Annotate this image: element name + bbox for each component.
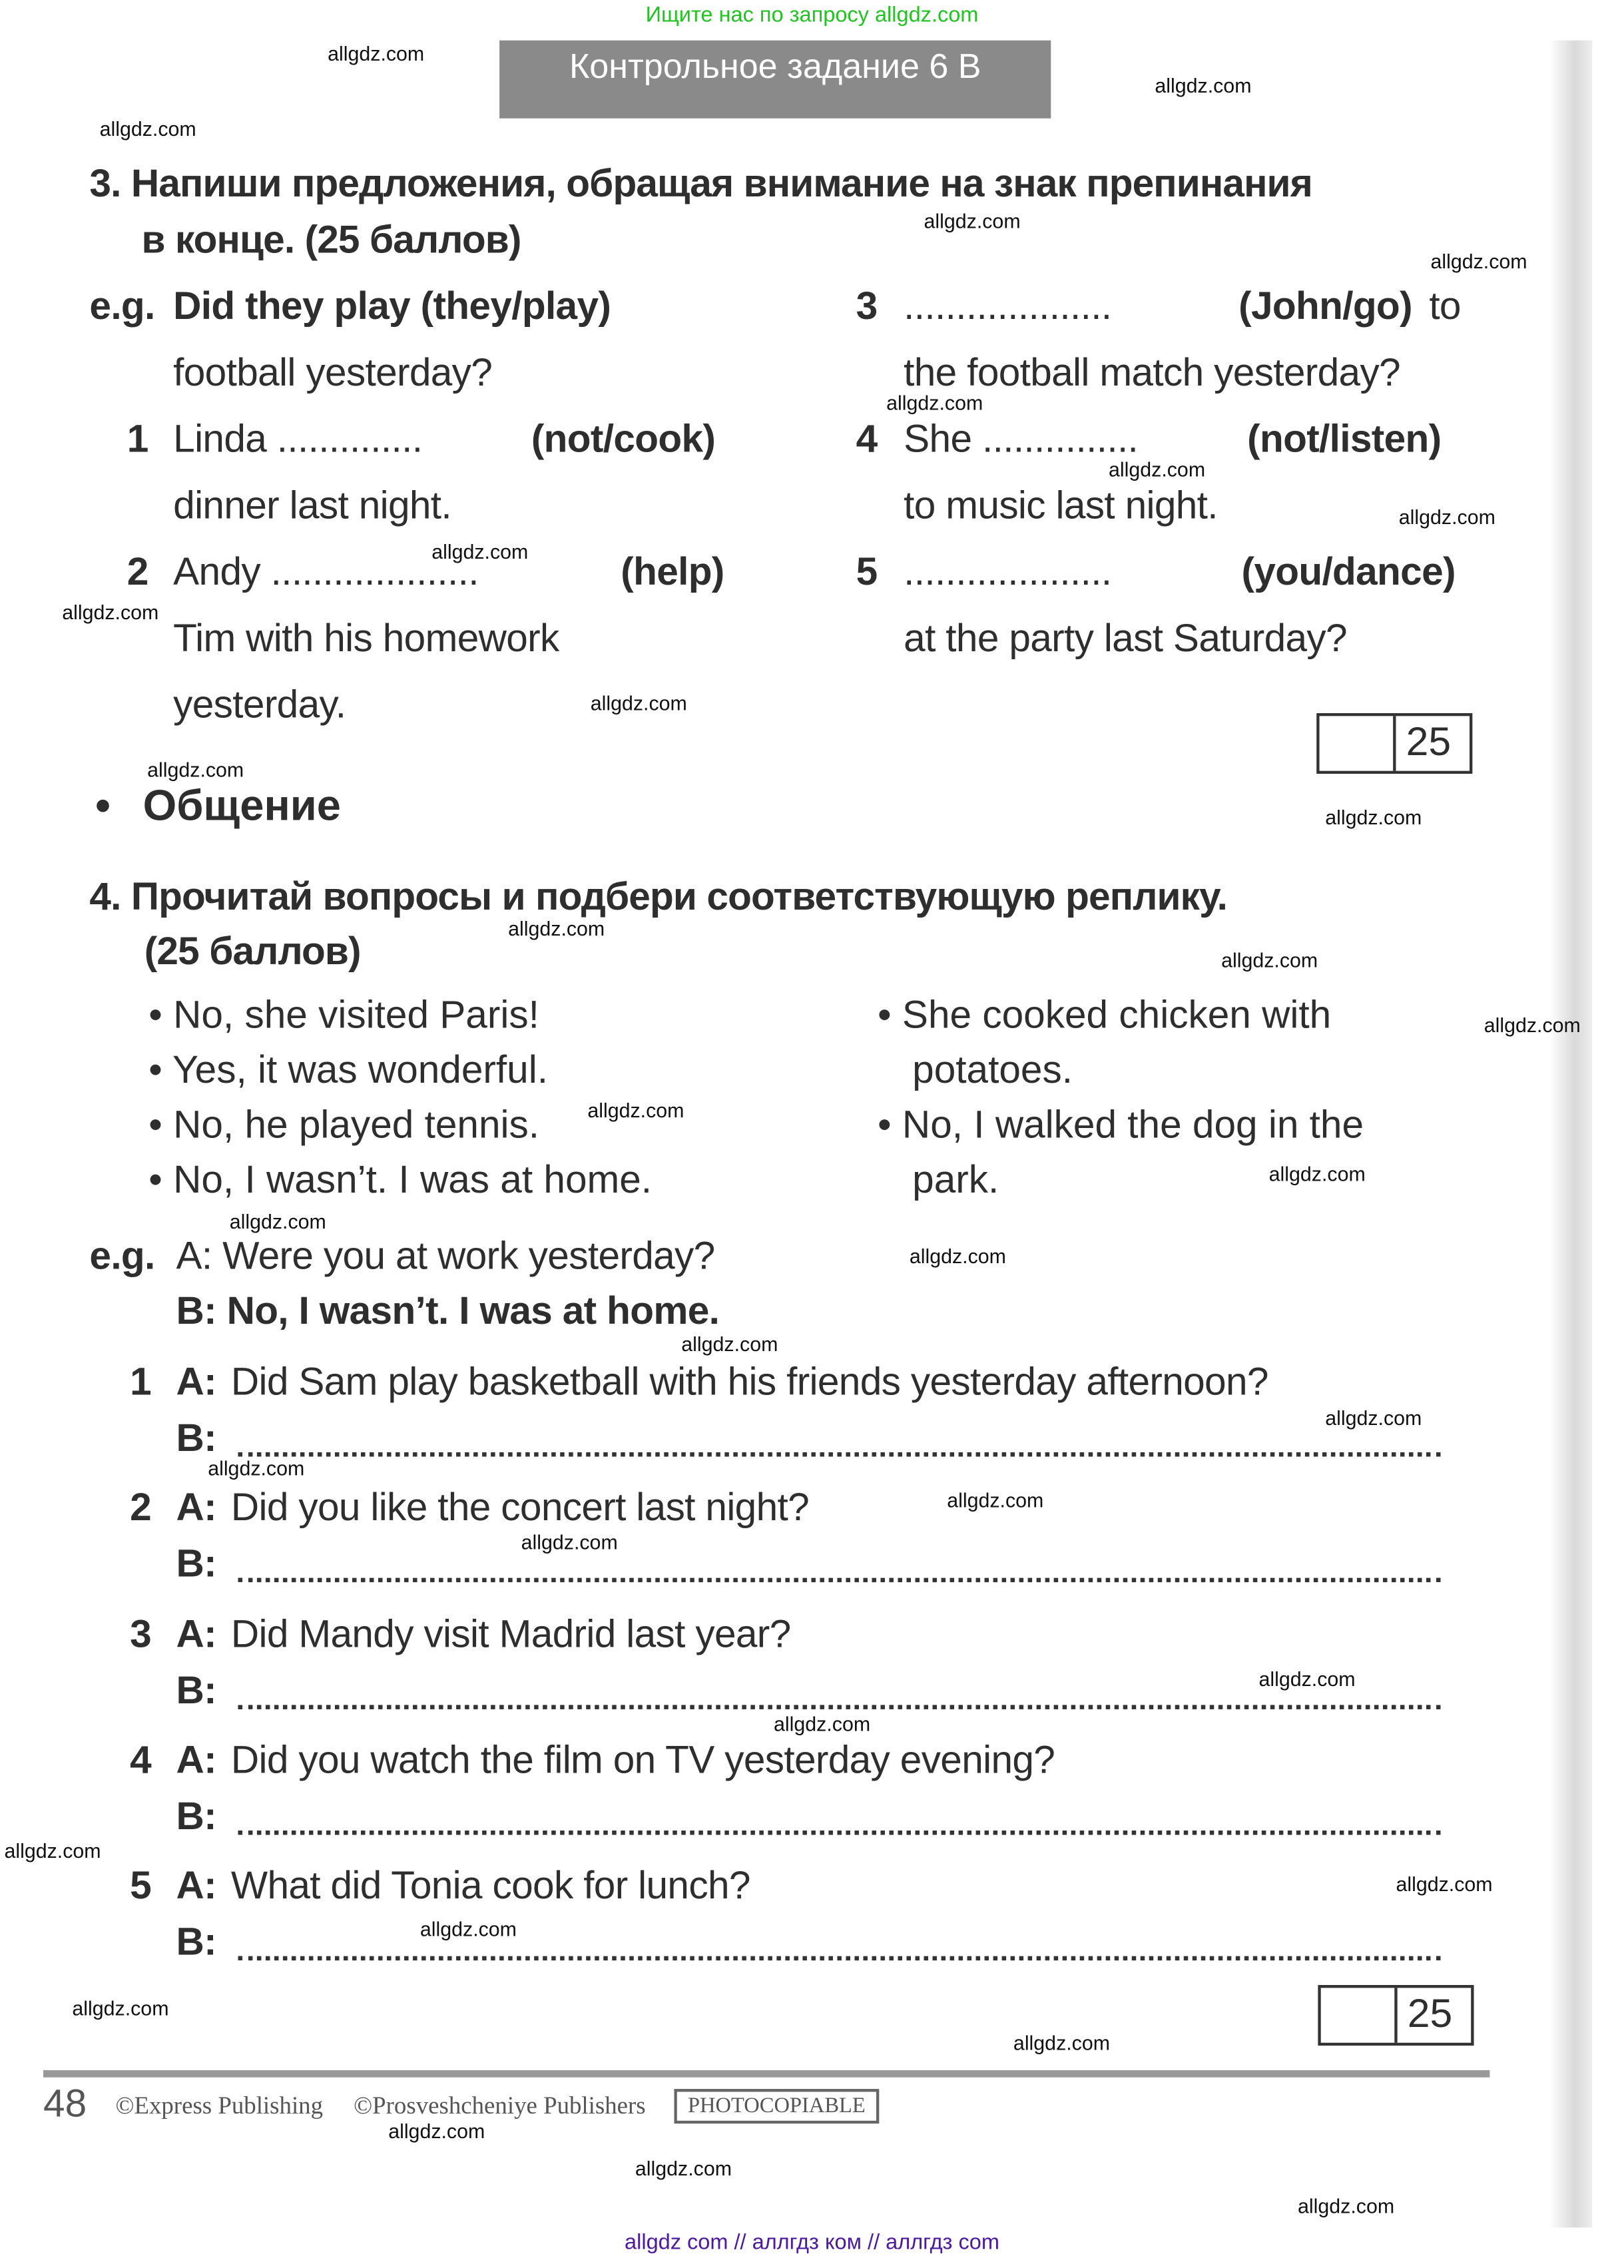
item-number: 1: [127, 417, 148, 461]
score-box-task4[interactable]: [1318, 1985, 1474, 2046]
task3-title: 3. Напиши предложения, обращая внимание на знак препинания: [89, 161, 1312, 205]
score-max: 25: [1406, 718, 1452, 764]
task3-example-label: e.g.: [89, 284, 155, 328]
option-bullet: • She cooked chicken with: [878, 993, 1332, 1037]
answer-input-line[interactable]: [238, 1578, 1441, 1583]
question-number: 1: [130, 1360, 152, 1404]
task4-title-cont: (25 баллов): [144, 930, 361, 974]
photocopiable-badge: PHOTOCOPIABLE: [674, 2089, 879, 2124]
watermark: allgdz.com: [1013, 2031, 1111, 2055]
header-title: Контрольное задание 6 B: [499, 41, 1051, 119]
question-text: What did Tonia cook for lunch?: [230, 1863, 750, 1907]
watermark: allgdz.com: [1221, 948, 1318, 972]
section-title: Общение: [142, 782, 341, 830]
item-text: She ...............: [904, 417, 1139, 461]
option-text: park.: [912, 1157, 999, 1201]
watermark: allgdz.com: [431, 539, 529, 563]
question-number: 5: [130, 1863, 152, 1907]
bottom-banner-link[interactable]: allgdz com // аллгдз ком // аллгдз com: [625, 2230, 999, 2255]
watermark: allgdz.com: [508, 916, 605, 940]
watermark: allgdz.com: [1298, 2194, 1395, 2218]
item-text: at the party last Saturday?: [904, 616, 1347, 660]
option-bullet: • No, I wasn’t. I was at home.: [148, 1157, 653, 1201]
watermark: allgdz.com: [208, 1456, 305, 1480]
watermark: allgdz.com: [147, 758, 244, 781]
task3-example-line2: football yesterday?: [173, 350, 493, 394]
question-a-label: A:: [176, 1360, 216, 1404]
option-bullet: • No, he played tennis.: [148, 1103, 540, 1147]
answer-input-line[interactable]: [238, 1956, 1441, 1961]
watermark: allgdz.com: [4, 1839, 101, 1862]
watermark: allgdz.com: [635, 2156, 732, 2180]
option-text: Yes, it was wonderful.: [172, 1047, 548, 1092]
item-text: ....................: [904, 284, 1112, 328]
item-cue: (help): [621, 550, 724, 594]
top-banner-link[interactable]: Ищите нас по запросу allgdz.com: [645, 3, 979, 28]
watermark: allgdz.com: [1155, 73, 1252, 97]
page-edge-shadow: [1549, 41, 1592, 2228]
task3-title-cont: в конце. (25 баллов): [141, 218, 521, 262]
watermark: allgdz.com: [1325, 1406, 1422, 1430]
item-cue: (not/listen): [1247, 417, 1442, 461]
watermark: allgdz.com: [947, 1488, 1044, 1512]
section-bullet: •: [95, 782, 111, 830]
watermark: allgdz.com: [1396, 1872, 1493, 1896]
item-cue: (not/cook): [531, 417, 716, 461]
item-number: 5: [856, 550, 878, 594]
item-text: Andy ....................: [173, 550, 479, 594]
option-text: She cooked chicken with: [902, 993, 1332, 1037]
example-answer: B: No, I wasn’t. I was at home.: [176, 1289, 720, 1333]
item-text: the football match yesterday?: [904, 350, 1400, 394]
item-text: dinner last night.: [173, 483, 452, 527]
answer-input-line[interactable]: [238, 1831, 1441, 1835]
watermark: allgdz.com: [924, 209, 1021, 233]
question-text: Did Sam play basketball with his friends yesterday afternoon?: [230, 1360, 1268, 1404]
question-number: 3: [130, 1612, 152, 1656]
option-bullet: • No, I walked the dog in the: [878, 1103, 1364, 1147]
option-text: No, he played tennis.: [173, 1103, 540, 1147]
watermark: allgdz.com: [681, 1332, 778, 1356]
answer-b-label: B:: [176, 1416, 216, 1460]
item-text: ....................: [904, 550, 1112, 594]
item-text: Tim with his homework: [173, 616, 559, 660]
score-max: 25: [1407, 1990, 1453, 2036]
watermark: allgdz.com: [388, 2119, 485, 2143]
watermark: allgdz.com: [886, 391, 983, 415]
item-number: 2: [127, 550, 148, 594]
option-text: No, I wasn’t. I was at home.: [173, 1157, 653, 1201]
watermark: allgdz.com: [1398, 505, 1495, 529]
watermark: allgdz.com: [99, 117, 196, 141]
watermark: allgdz.com: [62, 600, 159, 624]
watermark: allgdz.com: [909, 1244, 1006, 1268]
answer-b-label: B:: [176, 1920, 216, 1964]
option-text: No, I walked the dog in the: [902, 1103, 1364, 1147]
publisher-prosveshcheniye: ©Prosveshcheniye Publishers: [354, 2092, 646, 2120]
watermark: allgdz.com: [590, 691, 687, 715]
question-number: 2: [130, 1485, 152, 1529]
watermark: allgdz.com: [419, 1917, 517, 1940]
option-bullet: • No, she visited Paris!: [148, 993, 539, 1037]
footer-divider: [43, 2070, 1489, 2078]
option-text: potatoes.: [912, 1047, 1073, 1092]
question-a-label: A:: [176, 1612, 216, 1656]
item-cue: (John/go): [1238, 284, 1412, 328]
watermark: allgdz.com: [1325, 805, 1422, 829]
item-cue: (you/dance): [1241, 550, 1456, 594]
watermark: allgdz.com: [1484, 1013, 1581, 1037]
item-text: to: [1429, 284, 1461, 328]
answer-input-line[interactable]: [238, 1452, 1441, 1457]
watermark: allgdz.com: [72, 1996, 169, 2020]
example-question: A: Were you at work yesterday?: [176, 1234, 715, 1278]
watermark: allgdz.com: [229, 1209, 326, 1233]
question-a-label: A:: [176, 1863, 216, 1907]
watermark: allgdz.com: [587, 1098, 684, 1122]
item-text: Linda ..............: [173, 417, 423, 461]
item-text: yesterday.: [173, 683, 346, 726]
option-text: No, she visited Paris!: [173, 993, 539, 1037]
item-number: 3: [856, 284, 878, 328]
answer-b-label: B:: [176, 1794, 216, 1838]
watermark: allgdz.com: [774, 1712, 871, 1735]
watermark: allgdz.com: [328, 41, 425, 65]
task3-example-line1: Did they play (they/play): [173, 284, 611, 328]
watermark: allgdz.com: [1268, 1162, 1366, 1185]
publisher-express: ©Express Publishing: [115, 2092, 324, 2120]
task4-title: 4. Прочитай вопросы и подбери соответствующую реплику.: [89, 874, 1228, 918]
question-a-label: A:: [176, 1738, 216, 1782]
item-text: to music last night.: [904, 483, 1218, 527]
watermark: allgdz.com: [1258, 1667, 1356, 1691]
question-text: Did Mandy visit Madrid last year?: [230, 1612, 791, 1656]
answer-b-label: B:: [176, 1669, 216, 1713]
question-a-label: A:: [176, 1485, 216, 1529]
page-number: 48: [43, 2082, 87, 2126]
score-box-task3[interactable]: [1316, 713, 1472, 774]
item-number: 4: [856, 417, 878, 461]
question-number: 4: [130, 1738, 152, 1782]
watermark: allgdz.com: [1109, 457, 1206, 481]
watermark: allgdz.com: [1430, 250, 1527, 273]
watermark: allgdz.com: [521, 1530, 618, 1554]
answer-b-label: B:: [176, 1542, 216, 1585]
example-label: e.g.: [89, 1234, 155, 1278]
option-bullet: • Yes, it was wonderful.: [148, 1047, 548, 1092]
question-text: Did you watch the film on TV yesterday evening?: [230, 1738, 1055, 1782]
question-text: Did you like the concert last night?: [230, 1485, 810, 1529]
answer-input-line[interactable]: [238, 1705, 1441, 1709]
